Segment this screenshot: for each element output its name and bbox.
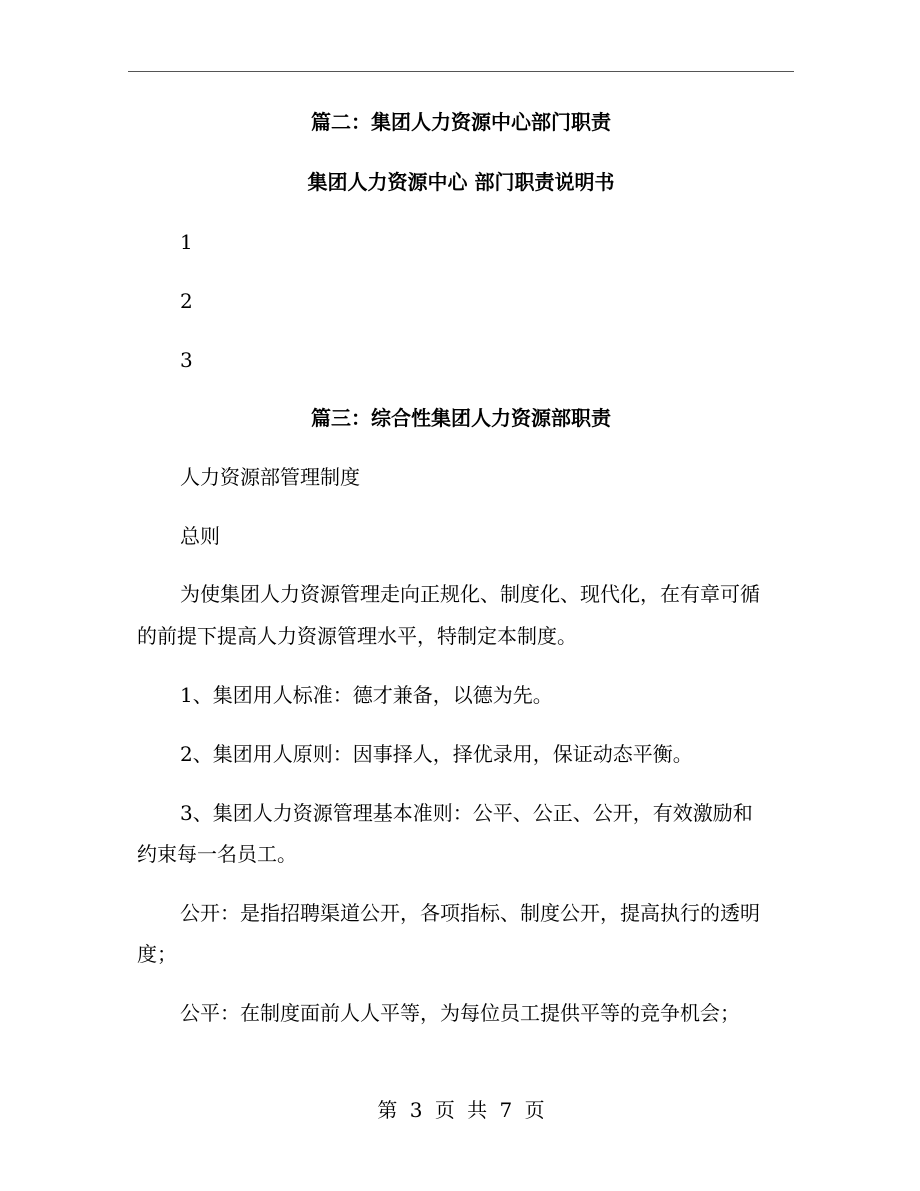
paragraph-purpose-line1: 为使集团人力资源管理走向正规化、制度化、现代化，在有章可循 [180,582,760,606]
paragraph-basic-rules-line2: 约束每一名员工。 [137,842,297,866]
paragraph-openness-line2: 度； [137,942,177,966]
paragraph-standard: 1、集团用人标准：德才兼备，以德为先。 [180,683,553,707]
paragraph-openness-line1: 公开：是指招聘渠道公开，各项指标、制度公开，提高执行的透明 [180,901,760,925]
header-rule [128,71,794,72]
list-number-3: 3 [180,348,193,372]
page-footer: 第 3 页 共 7 页 [377,1098,545,1122]
paragraph-general-rules: 总则 [180,524,220,548]
paragraph-principle: 2、集团用人原则：因事择人，择优录用，保证动态平衡。 [180,742,693,766]
part2-title: 篇二：集团人力资源中心部门职责 [311,110,611,134]
part2-subtitle: 集团人力资源中心 部门职责说明书 [307,170,615,194]
list-number-2: 2 [180,289,193,313]
paragraph-purpose-line2: 的前提下提高人力资源管理水平，特制定本制度。 [137,624,577,648]
paragraph-fairness: 公平：在制度面前人人平等，为每位员工提供平等的竞争机会； [180,1001,740,1025]
list-number-1: 1 [180,230,193,254]
part3-title: 篇三：综合性集团人力资源部职责 [311,406,611,430]
paragraph-basic-rules-line1: 3、集团人力资源管理基本准则：公平、公正、公开，有效激励和 [180,801,753,825]
paragraph-regulation-title: 人力资源部管理制度 [180,465,360,489]
